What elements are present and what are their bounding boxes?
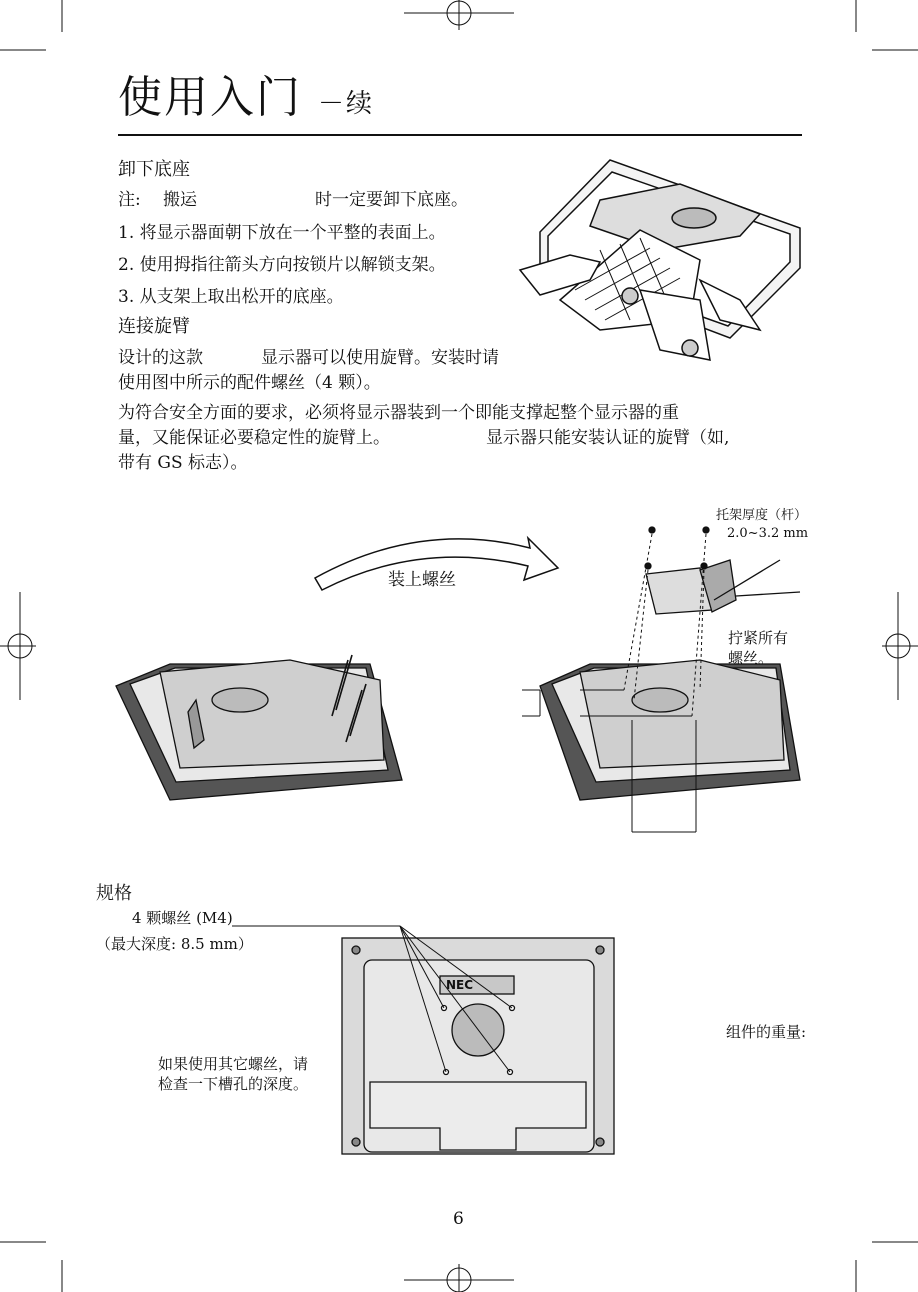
tighten-label-line1: 拧紧所有 [728,629,789,647]
arm-para1-line2: 使用图中所示的配件螺丝（4 颗）。 [118,373,381,393]
remove-stand-heading: 卸下底座 [118,159,190,180]
note-text-part1: 搬运 [163,190,197,210]
note-label: 注: [118,190,141,210]
arm-para2-line2a: 量，又能保证必要稳定性的旋臂上。 [118,428,390,448]
left-monitor-illustration [116,655,402,800]
specs-heading: 规格 [96,883,132,904]
bracket-thickness-label: 托架厚度（杆） [716,508,808,523]
right-monitor-illustration [522,527,800,832]
arm-para2-line1: 为符合安全方面的要求，必须将显示器装到一个即能支撑起整个显示器的重 [118,403,679,423]
weight-spec: 组件的重量: [726,1023,807,1041]
step-1: 1. 将显示器面朝下放在一个平整的表面上。 [118,223,446,243]
step-2: 2. 使用拇指往箭头方向按锁片以解锁支架。 [118,255,446,275]
depth-spec: （最大深度: 8.5 mm） [96,935,253,953]
step-3: 3. 从支架上取出松开的底座。 [118,287,344,307]
other-screws-line1: 如果使用其它螺丝，请 [158,1055,309,1073]
page-number: 6 [453,1209,464,1229]
note-text-part2: 时一定要卸下底座。 [315,190,468,210]
arrow-label: 装上螺丝 [388,570,456,590]
arm-para2-line3: 带有 GS 标志）。 [118,453,248,473]
stand-removal-illustration [520,160,800,360]
other-screws-line2: 检查一下槽孔的深度。 [158,1075,309,1093]
nec-logo: NEC [446,978,474,992]
bottom-monitor-illustration [232,926,614,1154]
arm-para2-line2b: 显示器只能安装认证的旋臂（如, [486,428,730,448]
connect-arm-heading: 连接旋臂 [118,316,190,337]
bracket-thickness-value: 2.0~3.2 mm [727,526,809,541]
page-title-suffix: －续 [318,89,375,119]
arm-para1-line1a: 设计的这款 [118,348,203,368]
tighten-label-line2: 螺丝。 [728,649,774,667]
page-title-text: 使用入门 [118,72,302,123]
screws-spec: 4 颗螺丝 (M4) [132,909,233,927]
arm-para1-line1b: 显示器可以使用旋臂。安装时请 [261,348,499,368]
